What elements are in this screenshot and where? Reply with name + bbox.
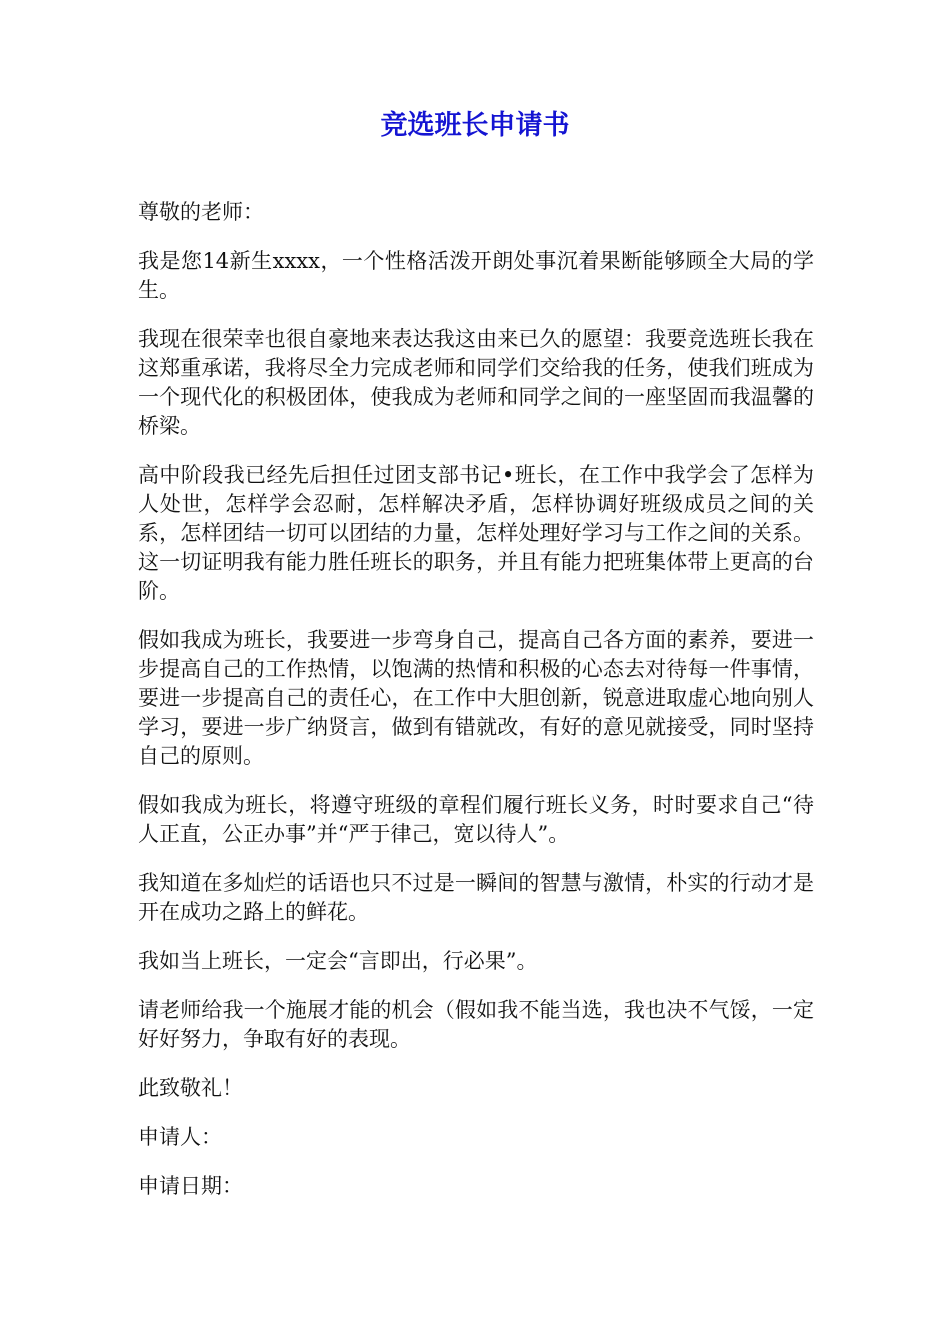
closing: 此致敬礼！ bbox=[138, 1076, 243, 1100]
applicant-label: 申请人： bbox=[138, 1125, 222, 1149]
paragraph-action: 我知道在多灿烂的话语也只不过是一瞬间的智慧与激情，朴实的行动才是开在成功之路上的鲜花。 bbox=[138, 871, 814, 924]
paragraph-intro: 我是您14新生xxxx，一个性格活泼开朗处事沉着果断能够顾全大局的学生。 bbox=[138, 249, 814, 302]
paragraph-wish: 我现在很荣幸也很自豪地来表达我这由来已久的愿望：我要竞选班长我在这郑重承诺，我将尽全力完成老师和同学们交给我的任务，使我们班成为一个现代化的积极团体，使我成为老师和同学之间的一座坚固而我温馨的桥梁。 bbox=[138, 327, 814, 438]
paragraph-duty: 假如我成为班长，将遵守班级的章程们履行班长义务，时时要求自己“待人正直，公正办事”并“严于律己，宽以待人”。 bbox=[138, 793, 814, 846]
paragraph-plan: 假如我成为班长，我要进一步弯身自己，提高自己各方面的素养，要进一步提高自己的工作热情，以饱满的热情和积极的心态去对待每一件事情，要进一步提高自己的责任心，在工作中大胆创新，锐意进取虚心地向别人学习，要进一步广纳贤言，做到有错就改，有好的意见就接受，同时坚持自己的原则。 bbox=[138, 628, 814, 768]
paragraph-promise: 我如当上班长，一定会“言即出，行必果”。 bbox=[138, 949, 538, 973]
document-title: 竞选班长申请书 bbox=[380, 110, 570, 141]
paragraph-experience: 高中阶段我已经先后担任过团支部书记•班长，在工作中我学会了怎样为人处世，怎样学会忍耐，怎样解决矛盾，怎样协调好班级成员之间的关系，怎样团结一切可以团结的力量，怎样处理好学习与工作之间的关系。这一切证明我有能力胜任班长的职务，并且有能力把班集体带上更高的台阶。 bbox=[138, 463, 814, 603]
document-body bbox=[138, 198, 814, 1221]
paragraph-request: 请老师给我一个施展才能的机会（假如我不能当选，我也决不气馁，一定好好努力，争取有好的表现。 bbox=[138, 998, 814, 1051]
salutation: 尊敬的老师： bbox=[138, 200, 264, 224]
date-label: 申请日期： bbox=[138, 1174, 243, 1198]
